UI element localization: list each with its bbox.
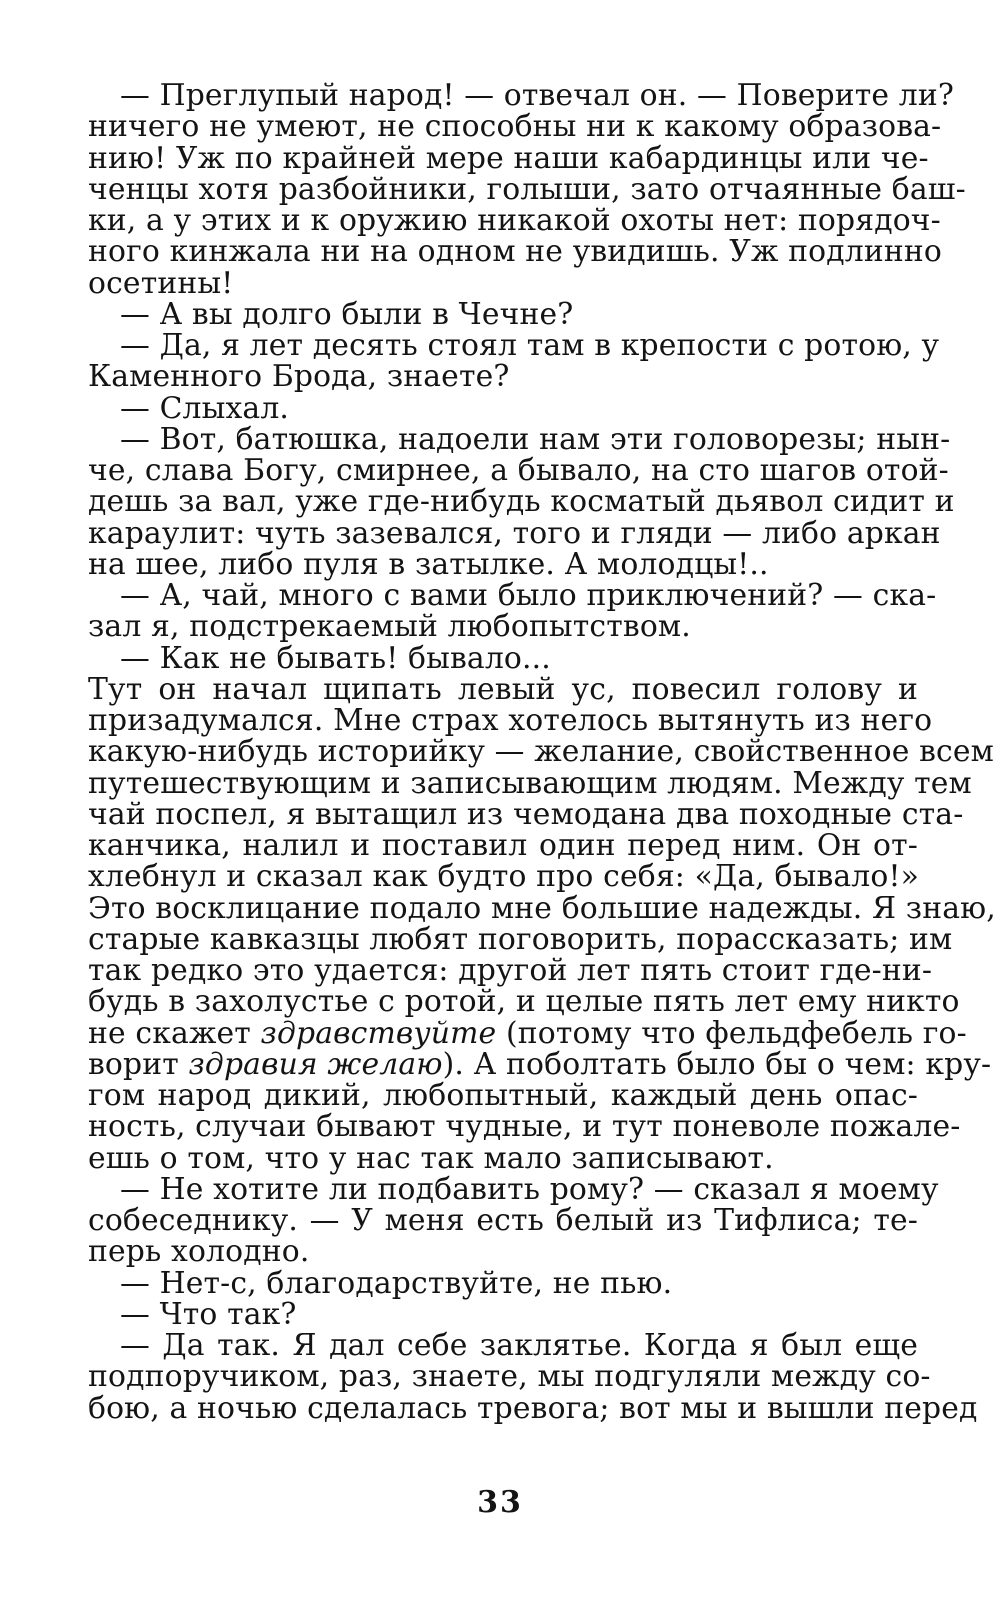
text-line: будь в захолустье с ротой, и целые пять лет ему никто [88, 984, 960, 1020]
page-body-text [88, 78, 996, 1426]
text-line: собеседнику. — У меня есть белый из Тифлиса; те- [88, 1203, 918, 1238]
text-line: какую-нибудь историйку — желание, свойственное всем [88, 734, 995, 770]
text-line: — Преглупый народ! — отвечал он. — Поверите ли? [120, 78, 955, 113]
text-line: гом народ дикий, любопытный, каждый день опас- [88, 1078, 918, 1113]
text-line: — Что так? [120, 1296, 297, 1332]
text-line: — Да так. Я дал себе заклятье. Когда я был еще [120, 1328, 918, 1363]
text-line: хлебнул и сказал как будто про себя: «Да, бывало!» [88, 859, 919, 895]
text-fragment: не скажет [88, 1015, 251, 1051]
text-line: канчика, налил и поставил один перед ним. Он от- [88, 828, 918, 863]
text-line [88, 1046, 992, 1082]
text-line: ничего не умеют, не способны ни к какому образова- [88, 109, 942, 145]
text-line: на шее, либо пуля в затылке. А молодцы!.. [88, 546, 769, 582]
text-line: так редко это удается: другой лет пять стоит где-ни- [88, 953, 933, 988]
text-fragment: ворит [88, 1046, 179, 1082]
text-line: — А, чай, много с вами было приключений? — ска- [120, 578, 937, 613]
text-line: — Слыхал. [120, 390, 290, 426]
text-line: ки, а у этих и к оружию никакой охоты нет: порядоч- [88, 203, 941, 238]
text-line: подпоручиком, раз, знаете, мы подгуляли между со- [88, 1359, 931, 1395]
page-number: 33 [477, 1485, 523, 1520]
text-line: Тут он начал щипать левый ус, повесил голову и [88, 671, 918, 707]
text-line: старые кавказцы любят поговорить, порассказать; им [88, 921, 953, 957]
text-line: — А вы долго были в Чечне? [120, 296, 574, 332]
text-line: осетины! [88, 265, 234, 301]
text-line: нию! Уж по крайней мере наши кабардинцы или че- [88, 140, 929, 176]
text-line: чай поспел, я вытащил из чемодана два походные ста- [88, 796, 964, 832]
text-line: че, слава Богу, смирнее, а бывало, на сто шагов отой- [88, 453, 949, 488]
text-line: — Да, я лет десять стоял там в крепости с ротою, у [120, 328, 940, 363]
text-line: — Нет-с, благодарствуйте, не пью. [120, 1265, 673, 1301]
text-line: Каменного Брода, знаете? [88, 359, 510, 395]
text-fragment: (потому что фельдфебель го- [505, 1015, 967, 1051]
text-line: бою, а ночью сделалась тревога; вот мы и вышли перед [88, 1390, 978, 1426]
text-line: ешь о том, что у нас так мало записывают. [88, 1140, 774, 1176]
text-line: дешь за вал, уже где-нибудь косматый дьявол сидит и [88, 484, 955, 520]
text-line: перь холодно. [88, 1234, 310, 1270]
text-line: — Как не бывать! бывало... [120, 640, 551, 676]
italic-word: здравствуйте [260, 1015, 497, 1051]
text-line: ного кинжала ни на одном не увидишь. Уж подлинно [88, 234, 942, 270]
text-line: — Не хотите ли подбавить рому? — сказал я моему [120, 1171, 939, 1207]
text-line: Это восклицание подало мне большие надежды. Я знаю, [88, 890, 996, 926]
text-fragment: ). А поболтать было бы о чем: кру- [442, 1046, 992, 1082]
text-line: призадумался. Мне страх хотелось вытянуть из него [88, 703, 933, 738]
text-line: ченцы хотя разбойники, голыши, зато отчаянные баш- [88, 171, 966, 207]
text-line: зал я, подстрекаемый любопытством. [88, 609, 691, 645]
text-line: путешествующим и записывающим людям. Между тем [88, 765, 972, 801]
text-line [88, 1015, 967, 1051]
italic-phrase: здравия желаю [188, 1046, 443, 1082]
text-line: — Вот, батюшка, надоели нам эти головорезы; нын- [120, 421, 951, 457]
text-line: ность, случаи бывают чудные, и тут поневоле пожале- [88, 1109, 961, 1145]
text-line: караулит: чуть зазевался, того и гляди — либо аркан [88, 515, 941, 551]
